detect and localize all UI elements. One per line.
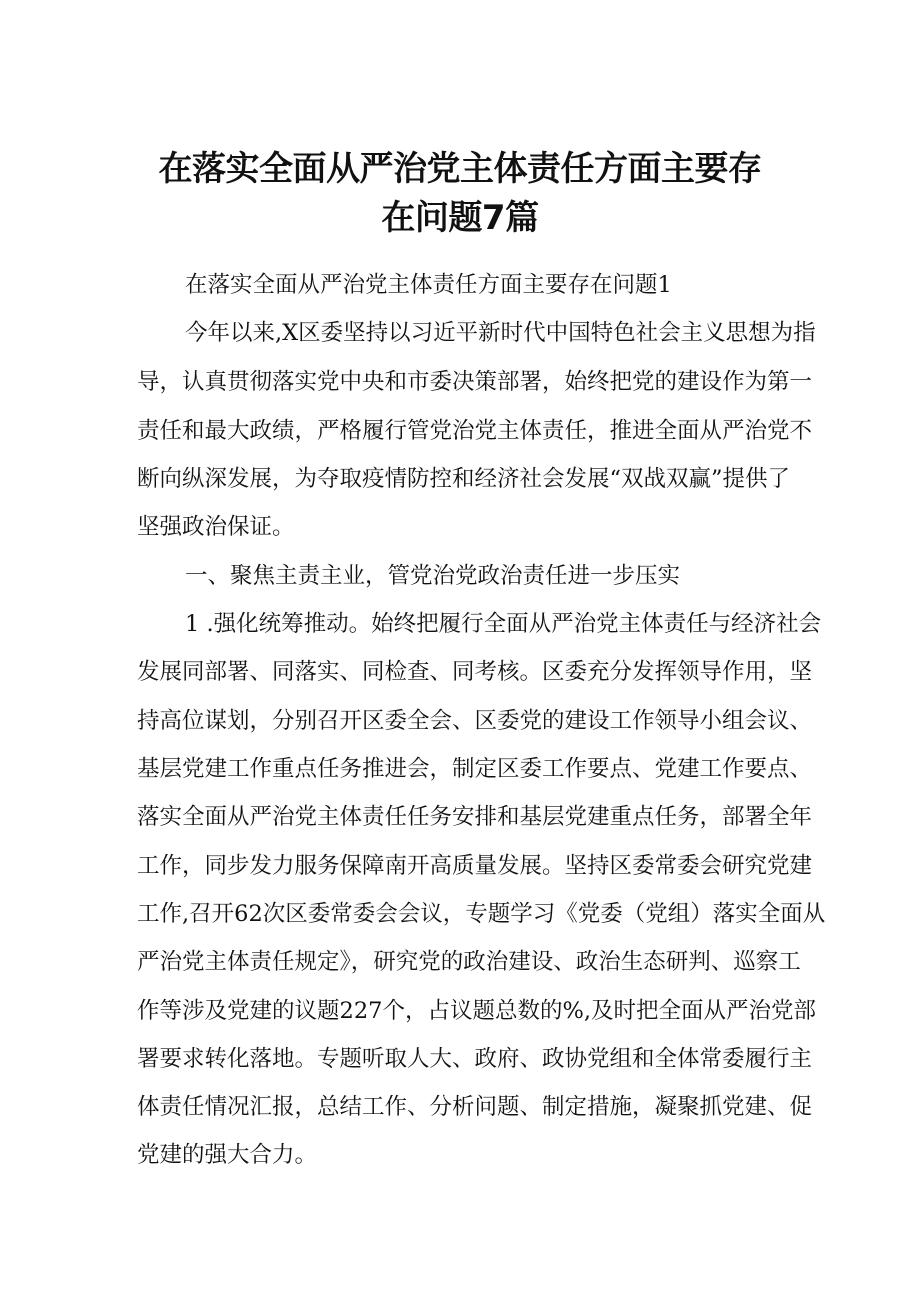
item1-line: 严治党主体责任规定》，研究党的政治建设、政治生态研判、巡察工 [137, 949, 801, 975]
intro-line: 断向纵深发展，为夺取疫情防控和经济社会发展“双战双赢”提供了 [137, 466, 791, 492]
section-heading: 在落实全面从严治党主体责任方面主要存在问题1 [185, 272, 672, 298]
document-title-line-1: 在落实全面从严治党主体责任方面主要存 [158, 149, 762, 189]
item1-line: 作等涉及党建的议题227个，占议题总数的%,及时把全面从严治党部 [137, 998, 816, 1024]
intro-line: 坚强政治保证。 [137, 514, 295, 540]
item1-line: 工作，同步发力服务保障南开高质量发展。坚持区委常委会研究党建 [137, 853, 813, 879]
item1-line: 1 .强化统筹推动。始终把履行全面从严治党主体责任与经济社会 [185, 611, 822, 637]
item1-line: 持高位谋划，分别召开区委全会、区委党的建设工作领导小组会议、 [137, 708, 813, 734]
item1-line: 落实全面从严治党主体责任任务安排和基层党建重点任务，部署全年 [137, 804, 813, 830]
item1-line: 工作,召开62次区委常委会会议，专题学习《党委（党组）落实全面从 [137, 901, 826, 927]
intro-line: 今年以来,X区委坚持以习近平新时代中国特色社会主义思想为指 [185, 320, 816, 346]
item1-line: 署要求转化落地。专题听取人大、政府、政协党组和全体常委履行主 [137, 1046, 813, 1072]
item1-line: 基层党建工作重点任务推进会，制定区委工作要点、党建工作要点、 [137, 756, 813, 782]
item1-line: 党建的强大合力。 [137, 1142, 318, 1168]
item1-line: 体责任情况汇报，总结工作、分析问题、制定措施，凝聚抓党建、促 [137, 1094, 813, 1120]
item1-line: 发展同部署、同落实、同检查、同考核。区委充分发挥领导作用，坚 [137, 659, 813, 685]
part-heading: 一、聚焦主责主业，管党治党政治责任进一步压实 [185, 563, 681, 589]
intro-line: 导，认真贯彻落实党中央和市委决策部署，始终把党的建设作为第一 [137, 369, 813, 395]
intro-line: 责任和最大政绩，严格履行管党治党主体责任，推进全面从严治党不 [137, 418, 813, 444]
document-title-line-2: 在问题7篇 [381, 198, 539, 238]
